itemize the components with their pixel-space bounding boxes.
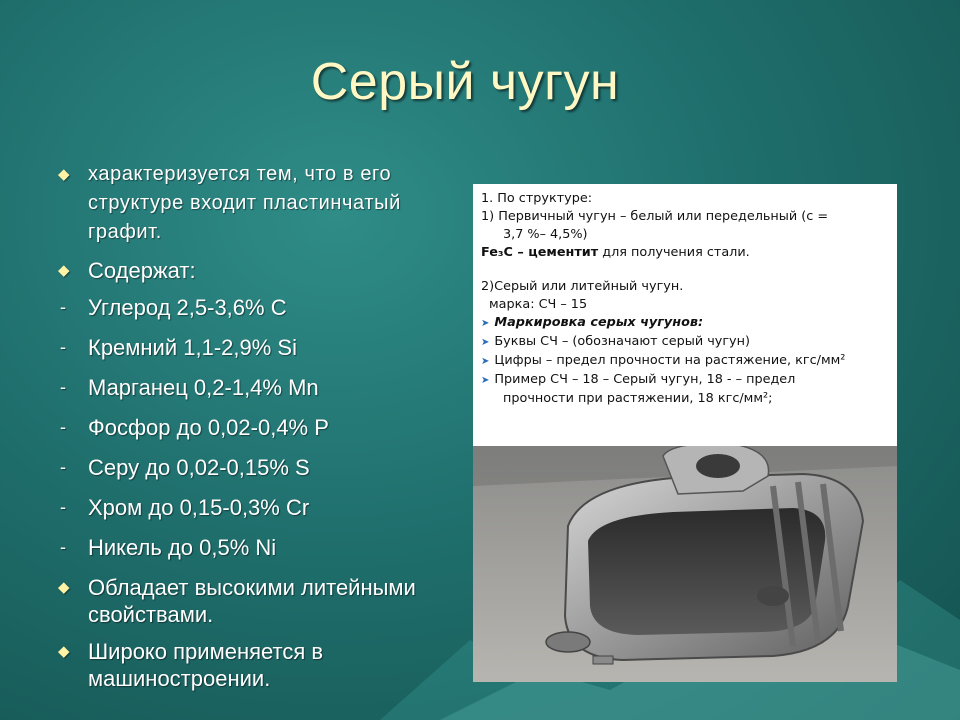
- cementite-purpose: для получения стали.: [598, 245, 750, 260]
- arrow-bullet-icon: ➤: [481, 356, 490, 367]
- arrow-bullet-icon: ➤: [481, 337, 490, 348]
- bullet-text: Содержат:: [88, 258, 196, 283]
- diamond-bullet-icon: ◆: [58, 262, 70, 279]
- bullet-item: [56, 638, 426, 692]
- dash-bullet-icon: -: [60, 457, 66, 477]
- marking-heading: Маркировка серых чугунов:: [494, 315, 704, 330]
- bullet-item: [56, 294, 426, 321]
- info-text: Пример СЧ – 18 – Серый чугун, 18 - – предел: [494, 372, 796, 387]
- dash-bullet-icon: -: [60, 417, 66, 437]
- bullet-text: Углерод 2,5-3,6% С: [88, 295, 287, 320]
- bullet-item: [56, 160, 426, 247]
- bullet-text: Серу до 0,02-0,15% S: [88, 455, 310, 480]
- info-line: [481, 371, 897, 390]
- info-line: марка: СЧ – 15: [489, 297, 588, 312]
- slide-title: Серый чугун: [310, 53, 620, 111]
- bullet-item: [56, 454, 426, 481]
- bullet-list: [56, 160, 426, 702]
- bullet-text: Фосфор до 0,02-0,4% P: [88, 415, 329, 440]
- info-line: [481, 244, 897, 262]
- bullet-text: характеризуется тем, что в его структуре входит пластинчатый графит.: [88, 163, 401, 243]
- cast-iron-part-photo: [473, 446, 897, 682]
- dash-bullet-icon: -: [60, 297, 66, 317]
- bullet-item: [56, 334, 426, 361]
- arrow-bullet-icon: ➤: [481, 375, 490, 386]
- arrow-bullet-icon: ➤: [481, 318, 490, 329]
- diamond-bullet-icon: ◆: [58, 643, 70, 660]
- bullet-item: [56, 494, 426, 521]
- info-line: прочности при растяжении, 18 кгс/мм²;: [503, 391, 773, 406]
- info-line: 3,7 %– 4,5%): [503, 227, 588, 242]
- info-line: [481, 314, 897, 333]
- diamond-bullet-icon: ◆: [58, 579, 70, 596]
- info-line: [481, 352, 897, 371]
- bullet-item: [56, 574, 426, 628]
- info-line: 1) Первичный чугун – белый или передельный (с =: [481, 209, 829, 224]
- dash-bullet-icon: -: [60, 337, 66, 357]
- bullet-text: Широко применяется в машиностроении.: [88, 639, 324, 691]
- info-text: Цифры – предел прочности на растяжение, кгс/мм²: [494, 353, 846, 368]
- cementite-label: Fe₃C – цементит: [481, 245, 599, 260]
- diamond-bullet-icon: ◆: [58, 166, 71, 183]
- info-line: 1. По структуре:: [481, 191, 593, 206]
- dash-bullet-icon: -: [60, 537, 66, 557]
- bullet-text: Хром до 0,15-0,3% Cr: [88, 495, 310, 520]
- bullet-item: [56, 374, 426, 401]
- bullet-text: Марганец 0,2-1,4% Mn: [88, 375, 319, 400]
- dash-bullet-icon: -: [60, 377, 66, 397]
- bullet-item: [56, 257, 426, 284]
- info-line: [481, 333, 897, 352]
- info-text: Буквы СЧ – (обозначают серый чугун): [494, 334, 750, 349]
- bullet-item: [56, 534, 426, 561]
- dash-bullet-icon: -: [60, 497, 66, 517]
- bullet-text: Кремний 1,1-2,9% Si: [88, 335, 297, 360]
- info-line: 2)Серый или литейный чугун.: [481, 279, 684, 294]
- info-text-block: [481, 190, 897, 408]
- info-panel: [473, 184, 897, 682]
- bullet-text: Никель до 0,5% Ni: [88, 535, 277, 560]
- bullet-text: Обладает высокими литейными свойствами.: [88, 575, 416, 627]
- bullet-item: [56, 414, 426, 441]
